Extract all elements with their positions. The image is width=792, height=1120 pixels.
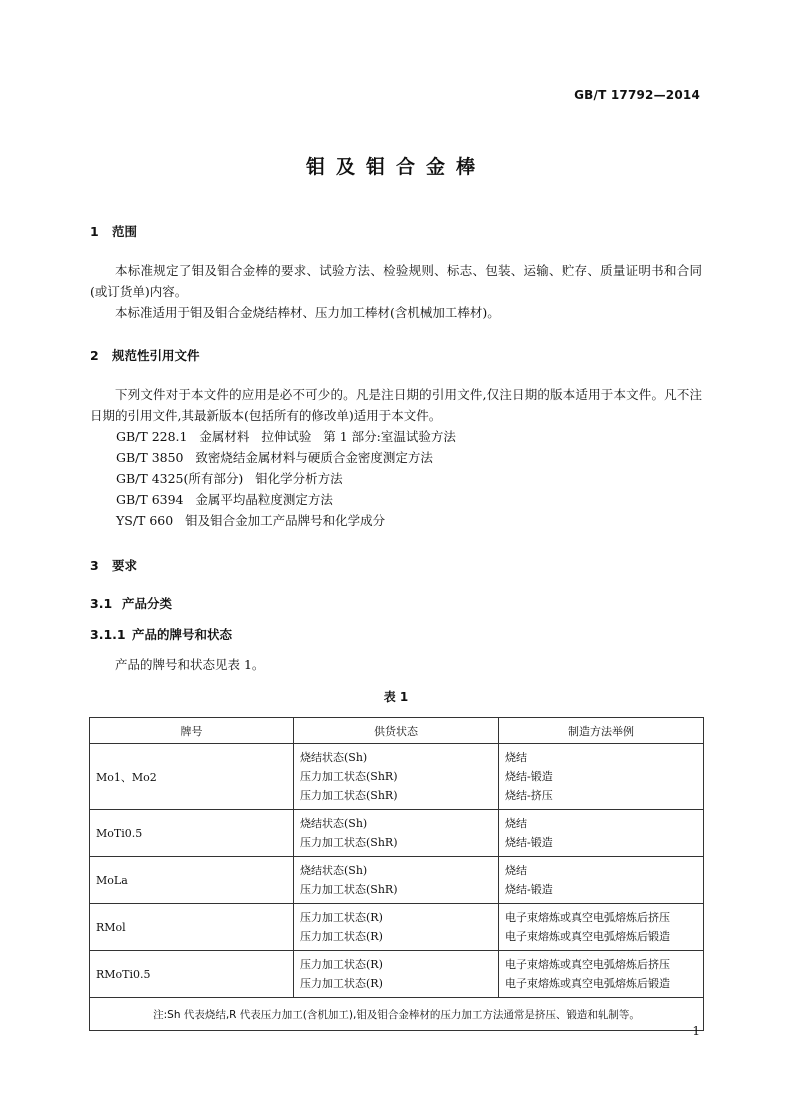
- method-cell: [499, 857, 704, 904]
- method: 烧结-挤压: [505, 789, 553, 802]
- table-row: [90, 857, 704, 904]
- reference-item: GB/T 228.1 金属材料 拉伸试验 第 1 部分:室温试验方法: [116, 429, 456, 444]
- supply-state-cell: [294, 904, 499, 951]
- section-1-heading: [90, 222, 137, 240]
- table-row: [90, 810, 704, 857]
- grade-cell: MoTi0.5: [90, 810, 294, 857]
- grade-cell: MoLa: [90, 857, 294, 904]
- table-title: 表 1: [383, 690, 409, 704]
- table-row: [90, 951, 704, 998]
- section-title: 规范性引用文件: [112, 348, 200, 363]
- section-3-1-1-paragraph: 产品的牌号和状态见表 1。: [115, 657, 265, 672]
- section-title: 产品的牌号和状态: [132, 627, 233, 642]
- column-header-grade: 牌号: [90, 718, 294, 744]
- supply-state-cell: [294, 810, 499, 857]
- method: 烧结-锻造: [505, 836, 553, 849]
- method: 烧结: [505, 817, 527, 830]
- method-cell: [499, 904, 704, 951]
- table-row: [90, 904, 704, 951]
- reference-item: GB/T 3850 致密烧结金属材料与硬质合金密度测定方法: [116, 450, 433, 465]
- document-title: 钼及钼合金棒: [305, 156, 486, 178]
- supply-state-cell: [294, 951, 499, 998]
- section-number: 2: [90, 348, 99, 363]
- section-1-paragraph-2: 本标准适用于钼及钼合金烧结棒材、压力加工棒材(含机械加工棒材)。: [115, 305, 500, 320]
- supply-state: 压力加工状态(R): [300, 958, 383, 971]
- reference-item: YS/T 660 钼及钼合金加工产品牌号和化学成分: [116, 513, 386, 528]
- method: 电子束熔炼或真空电弧熔炼后挤压: [505, 911, 670, 924]
- section-title: 范围: [112, 224, 138, 239]
- method: 电子束熔炼或真空电弧熔炼后挤压: [505, 958, 670, 971]
- supply-state-cell: [294, 744, 499, 810]
- section-number: 1: [90, 224, 99, 239]
- supply-state: 烧结状态(Sh): [300, 751, 368, 764]
- grade-cell: Mo1、Mo2: [90, 744, 294, 810]
- section-number: 3.1.1: [90, 627, 126, 642]
- method: 烧结-锻造: [505, 770, 553, 783]
- supply-state: 压力加工状态(ShR): [300, 836, 398, 849]
- standard-code: GB/T 17792—2014: [574, 88, 700, 102]
- method: 烧结: [505, 864, 527, 877]
- table-row: [90, 744, 704, 810]
- supply-state: 压力加工状态(ShR): [300, 770, 398, 783]
- table-note: 注:Sh 代表烧结,R 代表压力加工(含机加工),钼及钼合金棒材的压力加工方法通常是挤压、锻造和轧制等。: [90, 998, 704, 1031]
- table-header-row: [90, 718, 704, 744]
- section-3-heading: [90, 556, 137, 574]
- supply-state: 烧结状态(Sh): [300, 864, 368, 877]
- section-1-paragraph-1: 本标准规定了钼及钼合金棒的要求、试验方法、检验规则、标志、包装、运输、贮存、质量证明书和合同(或订货单)内容。: [90, 263, 702, 299]
- supply-state: 压力加工状态(R): [300, 977, 383, 990]
- method: 电子束熔炼或真空电弧熔炼后锻造: [505, 930, 670, 943]
- grade-cell: RMoTi0.5: [90, 951, 294, 998]
- column-header-method: 制造方法举例: [499, 718, 704, 744]
- reference-item: GB/T 4325(所有部分) 钼化学分析方法: [116, 471, 343, 486]
- section-number: 3: [90, 558, 99, 573]
- section-2-paragraph-1: 下列文件对于本文件的应用是必不可少的。凡是注日期的引用文件,仅注日期的版本适用于本文件。凡不注日期的引用文件,其最新版本(包括所有的修改单)适用于本文件。: [90, 387, 702, 423]
- table-note-row: [90, 998, 704, 1031]
- grade-state-table: [89, 717, 704, 1031]
- reference-item: GB/T 6394 金属平均晶粒度测定方法: [116, 492, 333, 507]
- method-cell: [499, 810, 704, 857]
- supply-state: 烧结状态(Sh): [300, 817, 368, 830]
- method: 电子束熔炼或真空电弧熔炼后锻造: [505, 977, 670, 990]
- section-3-1-heading: [90, 594, 172, 612]
- supply-state: 压力加工状态(ShR): [300, 883, 398, 896]
- supply-state: 压力加工状态(ShR): [300, 789, 398, 802]
- supply-state-cell: [294, 857, 499, 904]
- method: 烧结: [505, 751, 527, 764]
- page-number: 1: [692, 1024, 700, 1038]
- method-cell: [499, 744, 704, 810]
- method: 烧结-锻造: [505, 883, 553, 896]
- column-header-supply-state: 供货状态: [294, 718, 499, 744]
- supply-state: 压力加工状态(R): [300, 911, 383, 924]
- section-title: 要求: [112, 558, 138, 573]
- section-title: 产品分类: [122, 596, 173, 611]
- method-cell: [499, 951, 704, 998]
- grade-cell: RMol: [90, 904, 294, 951]
- supply-state: 压力加工状态(R): [300, 930, 383, 943]
- section-2-heading: [90, 346, 200, 364]
- section-number: 3.1: [90, 596, 113, 611]
- section-3-1-1-heading: [90, 625, 232, 643]
